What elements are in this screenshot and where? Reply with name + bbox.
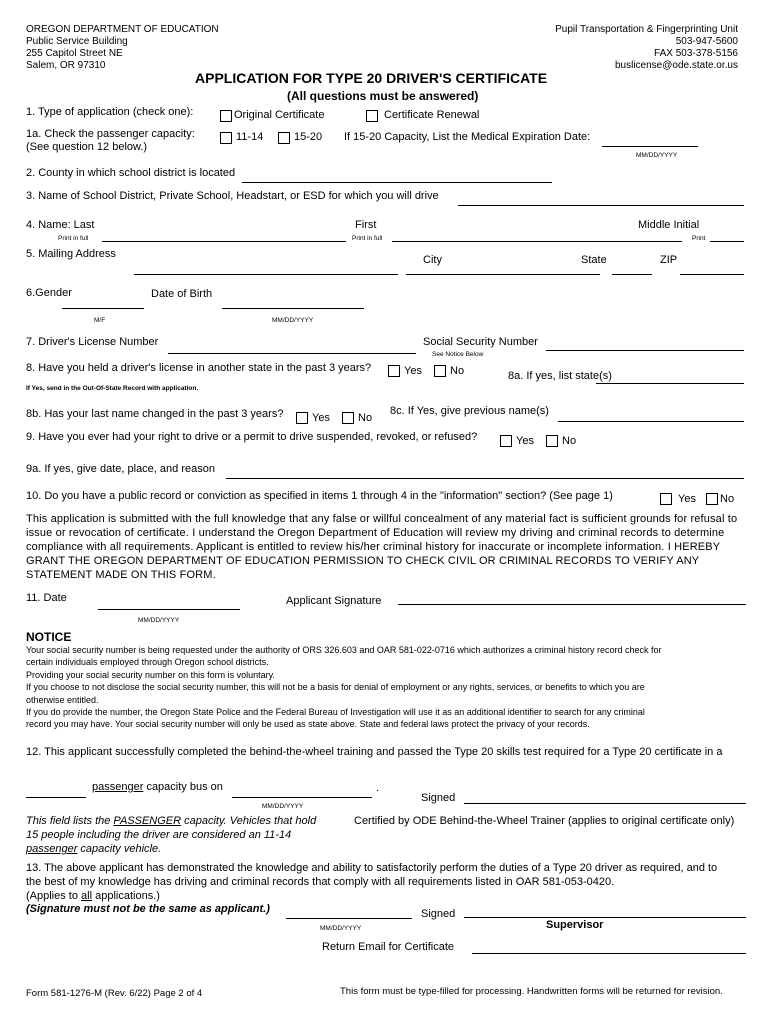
q8b-yes-label: Yes xyxy=(312,412,330,424)
q13-line4: (Signature must not be the same as applicant.) xyxy=(26,903,270,915)
certification-line: This application is submitted with the full knowledge that any false or willful concealment of any material fact is sufficient grounds for refusal to xyxy=(26,513,738,525)
q10-no-checkbox[interactable] xyxy=(706,493,718,505)
q10-yes-label: Yes xyxy=(678,493,696,505)
q2-label: 2. County in which school district is located xyxy=(26,167,236,179)
q13-line3 xyxy=(26,890,160,903)
q9-yes-checkbox[interactable] xyxy=(500,435,512,447)
q12-note-post2: capacity vehicle. xyxy=(77,843,162,855)
q8c-previous-names-field[interactable] xyxy=(558,421,744,422)
supervisor-label: Supervisor xyxy=(546,919,604,931)
notice-line: certain individuals employed through Oregon school districts. xyxy=(26,657,269,668)
q12-capacity-text xyxy=(92,781,223,794)
agency-city: Salem, OR 97310 xyxy=(26,60,106,71)
ssn-label: Social Security Number xyxy=(423,336,538,348)
city-label: City xyxy=(423,254,442,266)
notice-heading: NOTICE xyxy=(26,630,72,644)
drivers-license-field[interactable] xyxy=(168,353,416,354)
state-label: State xyxy=(581,254,607,266)
capacity-15-20-label: 15-20 xyxy=(294,131,323,143)
notice-line: otherwise entitled. xyxy=(26,694,99,705)
first-name-hint: Print in full xyxy=(352,235,383,242)
certificate-renewal-label: Certificate Renewal xyxy=(384,109,480,121)
trainer-signature-field[interactable] xyxy=(464,803,746,804)
q8a-states-field[interactable] xyxy=(596,383,744,384)
form-title: APPLICATION FOR TYPE 20 DRIVER'S CERTIFICATE xyxy=(195,70,548,86)
medical-expiration-label: If 15-20 Capacity, List the Medical Expiration Date: xyxy=(344,131,591,143)
q12-note-pre: This field lists the xyxy=(26,815,114,827)
county-field[interactable] xyxy=(242,182,552,183)
notice-line: If you do provide the number, the Oregon State Police and the Federal Bureau of Investigation will use it as an additional identifier to search for any criminal xyxy=(26,707,645,718)
last-name-field[interactable] xyxy=(102,241,346,242)
footer-note: This form must be type-filled for processing. Handwritten forms will be returned for revision. xyxy=(340,986,723,997)
q6-label: 6.Gender xyxy=(26,287,72,299)
unit-fax: FAX 503-378-5156 xyxy=(654,48,738,59)
unit-email: buslicense@ode.state.or.us xyxy=(614,60,738,71)
q9-no-checkbox[interactable] xyxy=(546,435,558,447)
q1-label: 1. Type of application (check one): xyxy=(26,106,194,118)
medical-date-hint: MM/DD/YYYY xyxy=(636,152,678,159)
form-number: Form 581-1276-M (Rev. 6/22) Page 2 of 4 xyxy=(26,988,203,999)
unit-phone: 503-947-5600 xyxy=(675,36,738,47)
certification-statement xyxy=(26,512,737,582)
q5-label: 5. Mailing Address xyxy=(26,248,116,260)
q8-note: If Yes, send in the Out-Of-State Record with application. xyxy=(26,385,199,392)
q8-label: 8. Have you held a driver's license in another state in the past 3 years? xyxy=(26,362,372,374)
certification-line: STATEMENT MADE ON THIS FORM. xyxy=(26,569,216,581)
q9-label: 9. Have you ever had your right to drive or a permit to drive suspended, revoked, or refused? xyxy=(26,431,478,443)
q8c-label: 8c. If Yes, give previous name(s) xyxy=(390,405,549,417)
q8b-no-label: No xyxy=(358,412,373,424)
q12-note-passenger2: passenger xyxy=(26,843,78,855)
q8-no-label: No xyxy=(450,365,465,377)
dob-label: Date of Birth xyxy=(151,288,213,300)
original-certificate-checkbox[interactable] xyxy=(220,110,232,122)
trainer-certified-label: Certified by ODE Behind-the-Wheel Trainer (applies to original certificate only) xyxy=(354,815,735,827)
last-name-hint: Print in full xyxy=(58,235,89,242)
notice-line: If you choose to not disclose the social security number, this will not be a basis for denial of employment or any rights, services, or benefits to which you are xyxy=(26,682,645,693)
zip-field[interactable] xyxy=(680,274,744,275)
return-email-field[interactable] xyxy=(472,953,746,954)
q13-applies-all: all xyxy=(81,890,93,902)
zip-label: ZIP xyxy=(660,254,678,266)
return-email-label: Return Email for Certificate xyxy=(322,941,455,953)
dob-hint: MM/DD/YYYY xyxy=(272,317,314,324)
q1a-label: 1a. Check the passenger capacity: xyxy=(26,128,195,140)
q8b-label: 8b. Has your last name changed in the past 3 years? xyxy=(26,408,284,420)
q13-line1: 13. The above applicant has demonstrated the knowledge and ability to satisfactorily perform the duties of a Type 20 driver as required, and to xyxy=(26,862,718,874)
q8-yes-label: Yes xyxy=(404,365,422,377)
school-district-field[interactable] xyxy=(458,205,744,206)
q4-first-label: First xyxy=(355,219,377,231)
q12-passenger-word: passenger xyxy=(92,781,144,793)
q1a-sub: (See question 12 below.) xyxy=(26,141,148,153)
q7-label: 7. Driver's License Number xyxy=(26,336,159,348)
q13-signed-label: Signed xyxy=(421,908,456,920)
q4-middle-label: Middle Initial xyxy=(638,219,700,231)
q10-label: 10. Do you have a public record or conviction as specified in items 1 through 4 in the "information" section? (See page 1) xyxy=(26,490,613,502)
q11-date-label: 11. Date xyxy=(26,592,67,604)
agency-street: 255 Capitol Street NE xyxy=(26,48,123,59)
unit-name: Pupil Transportation & Fingerprinting Unit xyxy=(555,24,738,35)
q12-note-line2: 15 people including the driver are considered an 11-14 xyxy=(26,829,292,841)
mailing-address-field[interactable] xyxy=(134,274,398,275)
q13-line2: the best of my knowledge has driving and criminal records that comply with all requirements listed in OAR 581-053-0420. xyxy=(26,876,615,888)
q10-no-label: No xyxy=(720,493,735,505)
certification-line: issue or revocation of certificate. I understand the Oregon Department of Education will review my driving and criminal records to determine xyxy=(26,527,725,539)
q12-signed-label: Signed xyxy=(421,792,456,804)
supervisor-date-hint: MM/DD/YYYY xyxy=(320,925,362,932)
supervisor-date-field[interactable] xyxy=(286,918,412,919)
original-certificate-label: Original Certificate xyxy=(234,109,325,121)
q4-last-label: 4. Name: Last xyxy=(26,219,95,231)
capacity-11-14-checkbox[interactable] xyxy=(220,132,232,144)
ssn-field[interactable] xyxy=(546,350,744,351)
q9-yes-label: Yes xyxy=(516,435,534,447)
q12-capacity-on: capacity bus on xyxy=(146,781,223,793)
capacity-15-20-checkbox[interactable] xyxy=(278,132,290,144)
notice-text xyxy=(26,644,662,731)
dob-field[interactable] xyxy=(222,308,364,309)
agency-building: Public Service Building xyxy=(26,36,128,47)
capacity-11-14-label: 11-14 xyxy=(236,131,264,143)
q13-applies-post: applications.) xyxy=(92,890,160,902)
q8b-yes-checkbox[interactable] xyxy=(296,412,308,424)
ssn-hint: See Notice Below xyxy=(432,351,484,358)
applicant-date-hint: MM/DD/YYYY xyxy=(138,617,180,624)
q13-applies-pre: (Applies to xyxy=(26,890,82,902)
q8b-no-checkbox[interactable] xyxy=(342,412,354,424)
q3-label: 3. Name of School District, Private School, Headstart, or ESD for which you will drive xyxy=(26,190,439,202)
applicant-signature-label: Applicant Signature xyxy=(286,595,382,607)
q12-note-line1 xyxy=(26,815,316,828)
certification-line: compliance with all requirements. Applicant is entitled to review his/her criminal history for inaccurate or incomplete information. I HEREBY xyxy=(26,541,721,553)
q12-note-passenger: PASSENGER xyxy=(113,815,182,827)
medical-expiration-field[interactable] xyxy=(602,146,698,147)
q9a-details-field[interactable] xyxy=(226,478,744,479)
q9-no-label: No xyxy=(562,435,577,447)
q12-note-post: capacity. Vehicles that hold xyxy=(181,815,317,827)
certificate-renewal-checkbox[interactable] xyxy=(366,110,378,122)
city-field[interactable] xyxy=(406,274,600,275)
state-field[interactable] xyxy=(612,274,652,275)
applicant-date-field[interactable] xyxy=(98,609,240,610)
q12-label: 12. This applicant successfully completed the behind-the-wheel training and passed the Type 20 skills test required for a Type 20 certificate in a xyxy=(26,746,723,758)
notice-line: record you may have. Your social security number will only be used as state above. State and federal laws protect the privacy of your records. xyxy=(26,719,590,730)
notice-line: Providing your social security number on this form is voluntary. xyxy=(26,669,275,680)
q9a-label: 9a. If yes, give date, place, and reason xyxy=(26,463,215,475)
first-name-field[interactable] xyxy=(392,241,682,242)
form-subtitle: (All questions must be answered) xyxy=(287,89,479,103)
supervisor-signature-field[interactable] xyxy=(464,917,746,918)
btw-date-hint: MM/DD/YYYY xyxy=(262,803,304,810)
middle-initial-field[interactable] xyxy=(710,241,744,242)
gender-field[interactable] xyxy=(62,308,144,309)
q8a-label: 8a. If yes, list state(s) xyxy=(508,370,612,382)
btw-date-field[interactable] xyxy=(232,797,372,798)
gender-hint: M/F xyxy=(94,317,106,324)
q12-period: . xyxy=(376,782,380,794)
notice-line: Your social security number is being requested under the authority of ORS 326.603 and OAR 581-022-0716 which authorizes a criminal history record check for xyxy=(26,645,662,655)
certification-line: GRANT THE OREGON DEPARTMENT OF EDUCATION PERMISSION TO CHECK CIVIL OR CRIMINAL RECORDS TO VERIFY ANY xyxy=(26,555,700,567)
q8-yes-checkbox[interactable] xyxy=(388,365,400,377)
q8-no-checkbox[interactable] xyxy=(434,365,446,377)
q12-note-line3 xyxy=(26,843,161,856)
agency-name: OREGON DEPARTMENT OF EDUCATION xyxy=(26,24,219,35)
q10-yes-checkbox[interactable] xyxy=(660,493,672,505)
middle-initial-hint: Print xyxy=(692,235,706,242)
applicant-signature-field[interactable] xyxy=(398,604,746,605)
passenger-capacity-field[interactable] xyxy=(26,797,86,798)
